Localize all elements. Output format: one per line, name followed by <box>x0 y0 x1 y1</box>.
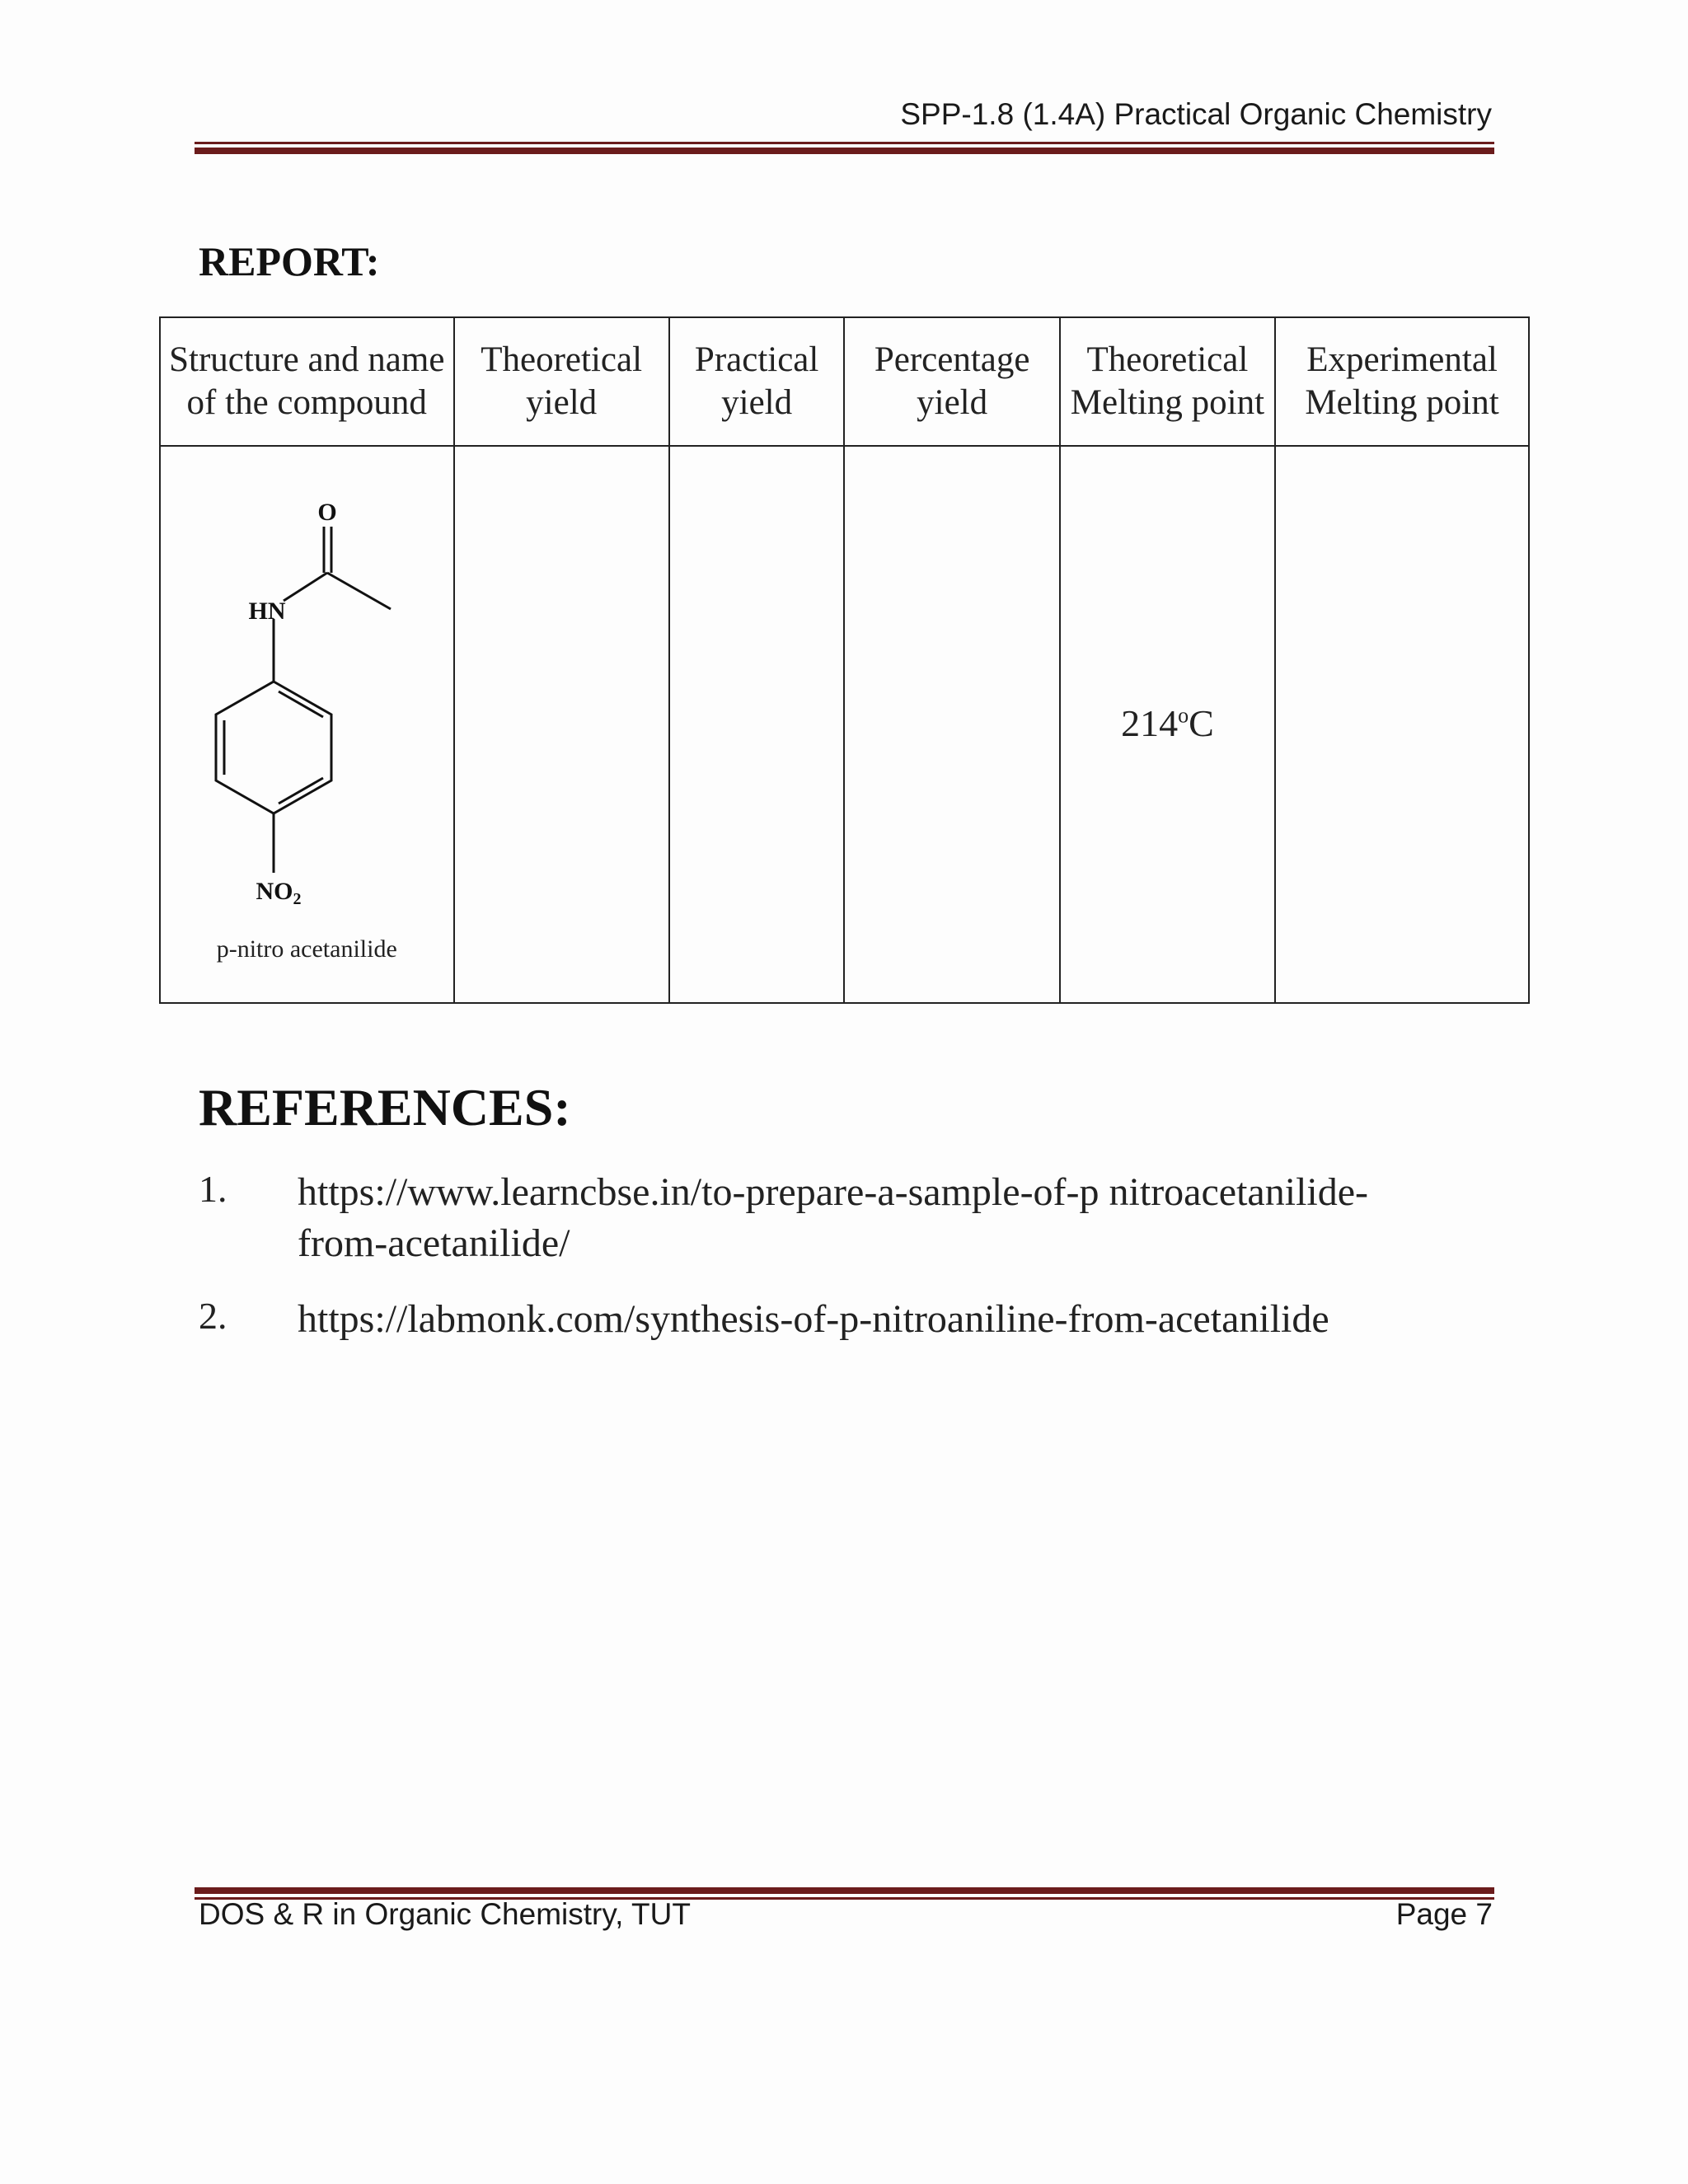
header-rule <box>195 142 1494 154</box>
atom-oxygen: O <box>317 499 337 526</box>
table-header-row <box>160 317 1529 446</box>
reference-link[interactable]: https://labmonk.com/synthesis-of-p-nitroaniline-from-acetanilide <box>298 1297 1329 1341</box>
page-footer <box>199 1897 1493 1932</box>
reference-number: 2. <box>199 1295 227 1337</box>
practical-yield-cell <box>669 446 845 1003</box>
experimental-mp-cell <box>1275 446 1529 1003</box>
reference-number: 1. <box>199 1168 227 1210</box>
list-item <box>199 1294 1435 1345</box>
percentage-yield-cell <box>844 446 1059 1003</box>
reference-link[interactable]: https://www.learncbse.in/to-prepare-a-sample-of-p nitroacetanilide-from-acetanilide/ <box>298 1170 1369 1265</box>
page-header: SPP-1.8 (1.4A) Practical Organic Chemistry <box>900 97 1492 131</box>
col-practical-yield: Practical yield <box>669 317 845 446</box>
compound-name: p-nitro acetanilide <box>216 935 397 963</box>
structure-cell <box>160 446 454 1003</box>
theoretical-mp-value: 214$^o$C <box>1121 701 1214 744</box>
footer-department: DOS & R in Organic Chemistry, TUT <box>199 1897 691 1931</box>
atom-hn: HN <box>248 598 286 625</box>
page-number: Page 7 <box>1395 1897 1493 1931</box>
col-theoretical-yield: Theoretical yield <box>454 317 669 446</box>
col-structure-name: Structure and name of the compound <box>160 317 454 446</box>
references-heading: REFERENCES: <box>199 1078 571 1137</box>
reference-list <box>199 1167 1435 1370</box>
table-row <box>160 446 1529 1003</box>
theoretical-mp-cell <box>1060 446 1275 1003</box>
p-nitroacetanilide-structure <box>199 485 414 930</box>
list-item <box>199 1167 1435 1269</box>
col-experimental-mp: Experimental Melting point <box>1275 317 1529 446</box>
report-heading: REPORT: <box>199 238 380 284</box>
col-theoretical-mp: Theoretical Melting point <box>1060 317 1275 446</box>
atom-no2: $NO_2$ <box>256 878 302 908</box>
report-table <box>159 316 1530 1004</box>
theoretical-yield-cell <box>454 446 669 1003</box>
col-percentage-yield: Percentage yield <box>844 317 1059 446</box>
